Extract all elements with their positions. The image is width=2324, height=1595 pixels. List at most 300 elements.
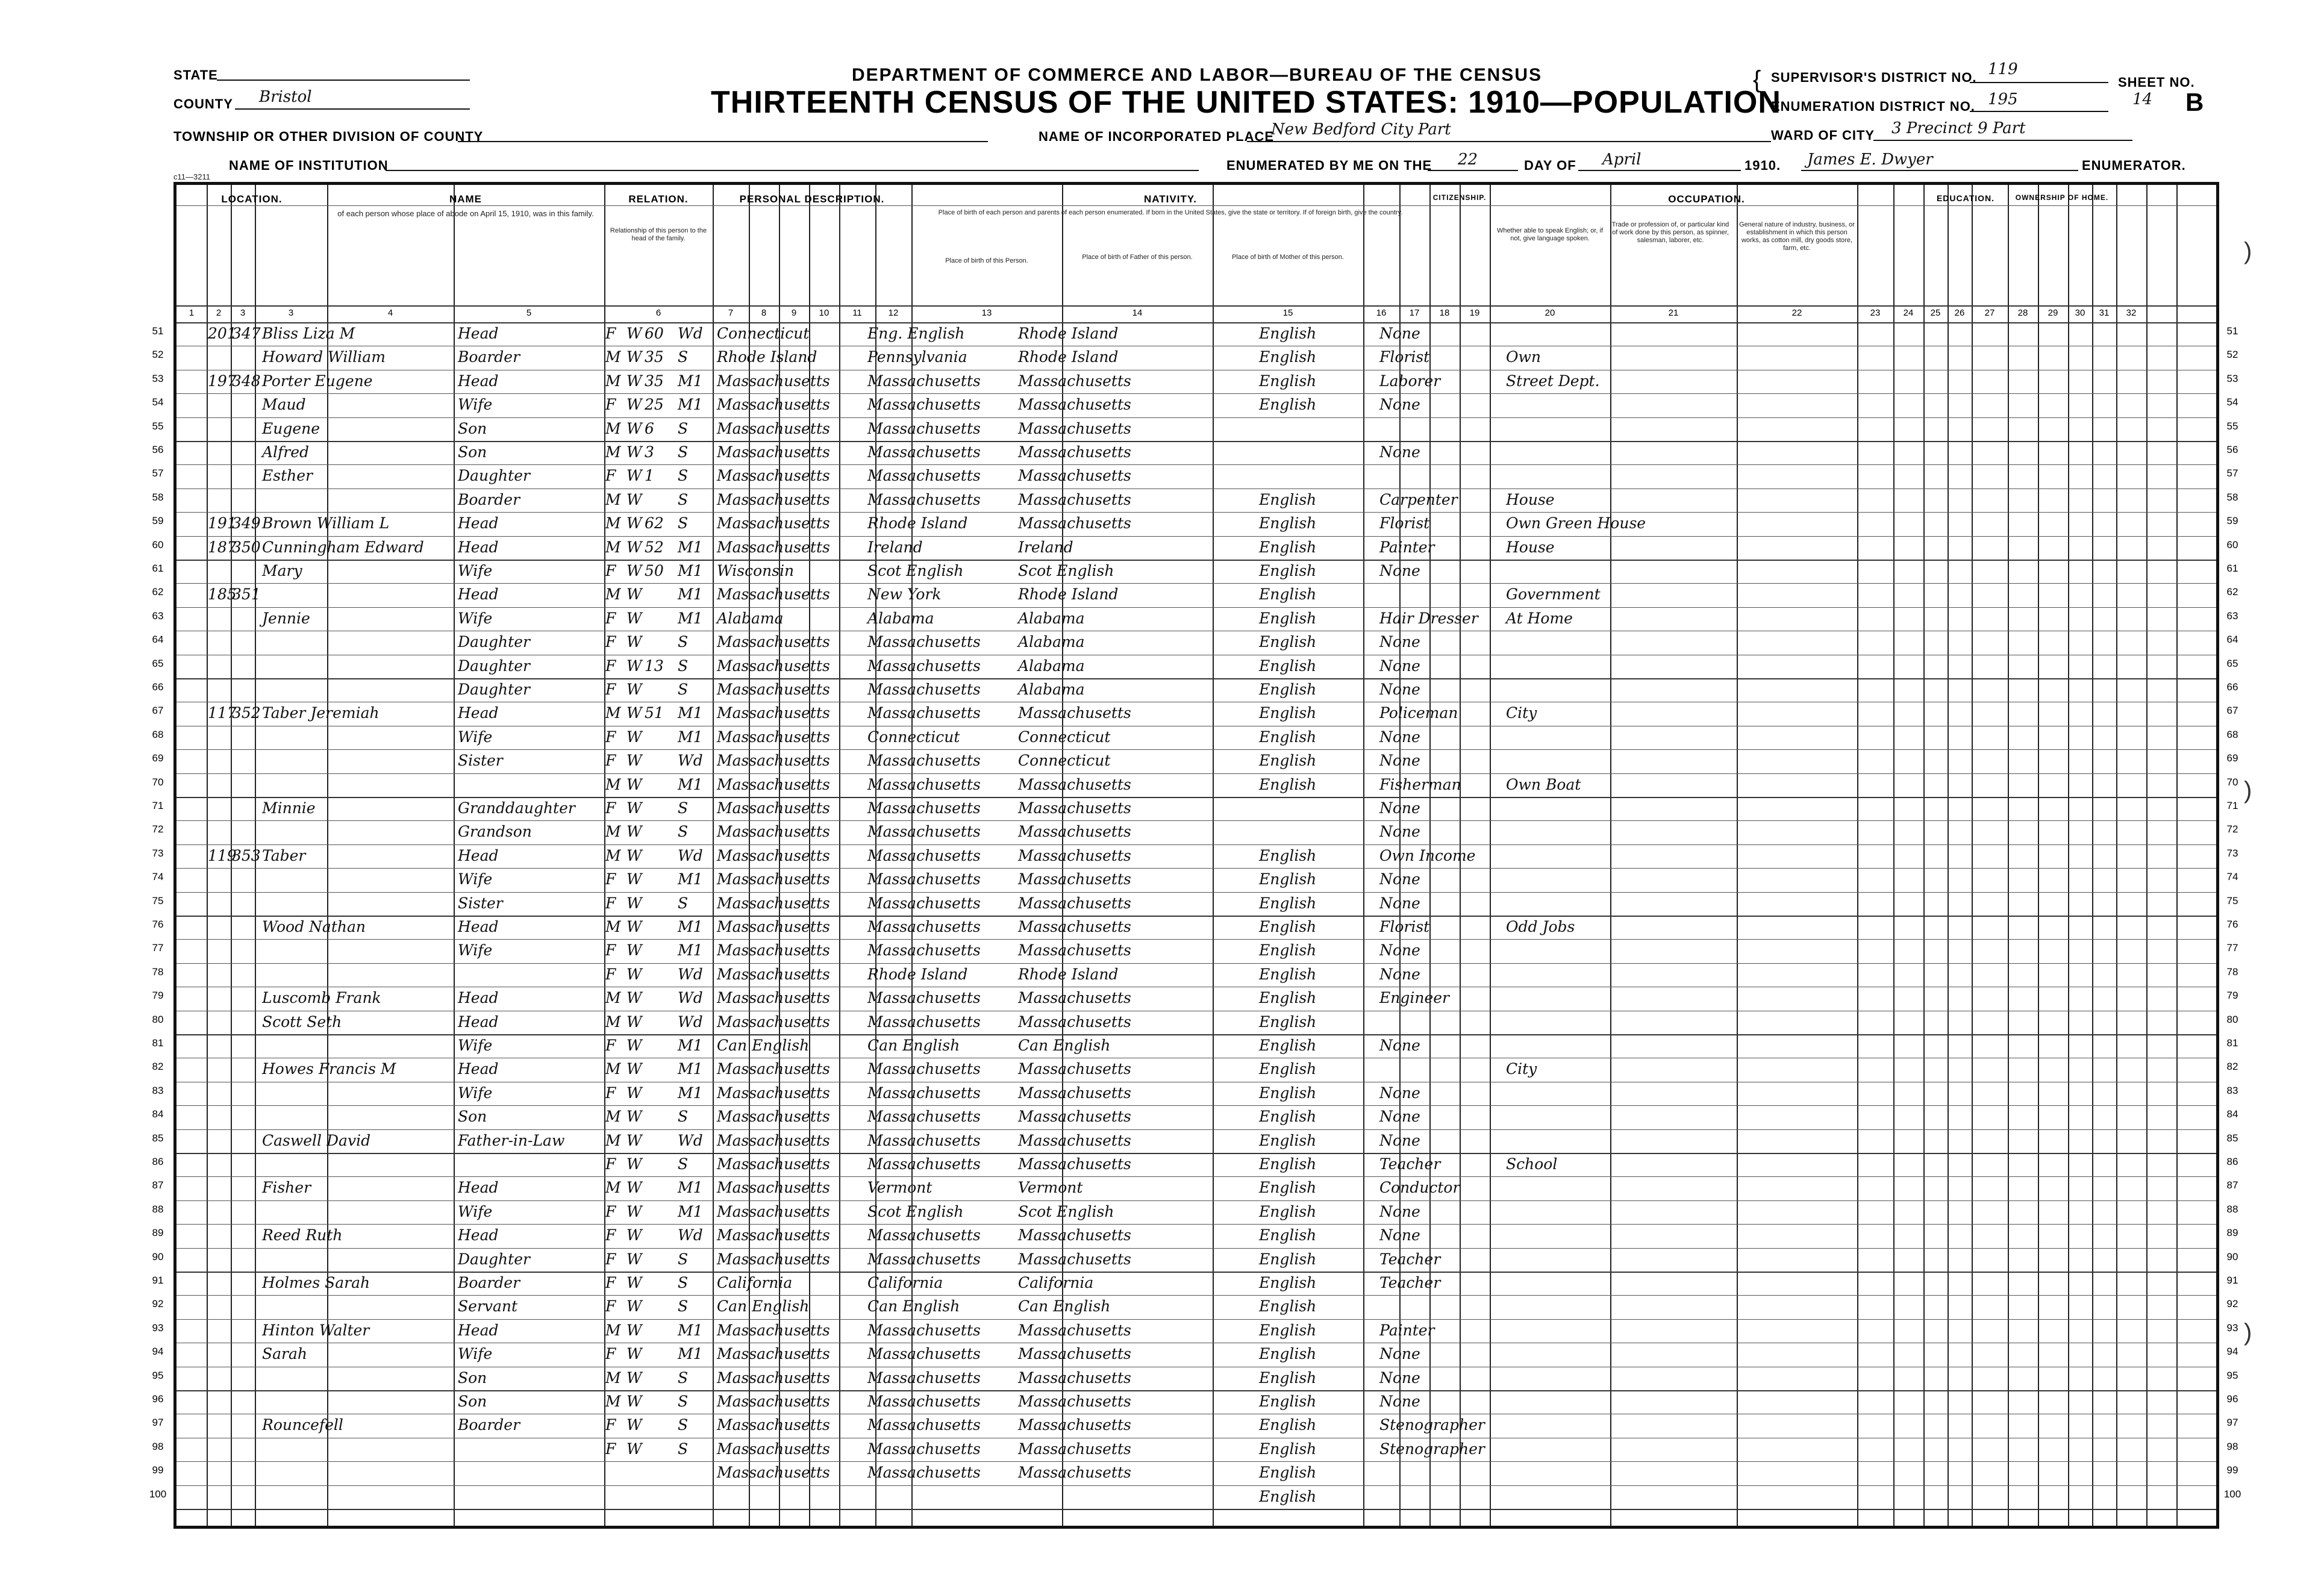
- birthplace-father: Massachusetts: [867, 681, 981, 698]
- family-number: 352: [232, 704, 261, 722]
- age: [645, 820, 675, 844]
- race: W: [626, 941, 642, 960]
- person-name: [262, 773, 455, 797]
- family-number: [232, 1153, 256, 1176]
- dwelling-number: [208, 678, 232, 702]
- enumerator-line: [1801, 170, 2078, 171]
- column-number: 28: [2017, 308, 2028, 318]
- industry: [1506, 1390, 1626, 1414]
- birthplace-person: Massachusetts: [717, 1179, 830, 1197]
- relation: Daughter: [458, 1250, 530, 1268]
- line-number: 97: [2226, 1417, 2238, 1429]
- dwelling-number: [208, 939, 232, 963]
- dwelling-number: 117: [208, 704, 237, 722]
- column-divider: [2038, 185, 2039, 1526]
- birthplace-person: Massachusetts: [717, 799, 830, 817]
- family-number: [232, 1200, 256, 1224]
- marital-status: S: [678, 348, 689, 366]
- column-number: 14: [1132, 308, 1143, 318]
- birthplace-father: Massachusetts: [867, 657, 981, 675]
- trade: None: [1379, 941, 1420, 960]
- family-number: [232, 1034, 256, 1058]
- line-number: 78: [2226, 966, 2238, 978]
- marital-status: M1: [678, 775, 703, 793]
- sex: M: [605, 1108, 621, 1126]
- birthplace-person: Massachusetts: [717, 681, 830, 698]
- birthplace-person: Massachusetts: [717, 1131, 830, 1149]
- race: W: [626, 775, 642, 793]
- industry: [1506, 1367, 1626, 1390]
- relation: Wife: [458, 870, 493, 888]
- birthplace-person: Massachusetts: [717, 918, 830, 935]
- column-divider: [1857, 185, 1858, 1526]
- age: [645, 678, 675, 702]
- dwelling-number: [208, 1319, 232, 1343]
- birthplace-mother: Massachusetts: [1018, 514, 1131, 532]
- birthplace-mother: Alabama: [1018, 609, 1085, 627]
- line-number: 77: [152, 942, 164, 954]
- birthplace-mother: Rhode Island: [1018, 325, 1119, 342]
- age: [645, 1200, 675, 1224]
- family-number: [232, 1319, 256, 1343]
- race: W: [626, 1345, 642, 1363]
- line-number: 96: [2226, 1393, 2238, 1405]
- trade: None: [1379, 562, 1420, 579]
- person-name: Holmes Sarah: [262, 1274, 370, 1291]
- person-name: [262, 1295, 455, 1319]
- language: English: [1259, 1084, 1317, 1102]
- race: W: [626, 396, 642, 414]
- dwelling-number: [208, 963, 232, 987]
- birthplace-father: Massachusetts: [867, 989, 981, 1007]
- dwelling-number: [208, 1200, 232, 1224]
- race: W: [626, 609, 642, 627]
- family-number: [232, 820, 256, 844]
- birthplace-person: Massachusetts: [717, 538, 830, 556]
- birthplace-person: Massachusetts: [717, 633, 830, 651]
- birthplace-mother: Massachusetts: [1018, 490, 1131, 508]
- sex: F: [605, 609, 616, 627]
- line-number: 73: [152, 847, 164, 859]
- birth-self-label: Place of birth of this Person.: [945, 257, 1028, 264]
- line-number: 68: [2226, 728, 2238, 740]
- row-divider: [176, 205, 2216, 206]
- relation: Head: [458, 538, 499, 556]
- person-name: Luscomb Frank: [262, 989, 381, 1007]
- sex: F: [605, 681, 616, 698]
- industry: [1506, 797, 1626, 820]
- dwelling-number: [208, 464, 232, 488]
- birthplace-person: Massachusetts: [717, 965, 830, 983]
- age: 13: [645, 657, 664, 675]
- ward-line: [1873, 140, 2132, 141]
- language: English: [1259, 609, 1317, 627]
- birthplace-mother: Massachusetts: [1018, 823, 1131, 841]
- marital-status: S: [678, 823, 689, 841]
- census-title: THIRTEENTH CENSUS OF THE UNITED STATES: 1910—POPULATION: [711, 85, 1781, 120]
- industry: [1506, 1319, 1626, 1343]
- birthplace-person: [717, 1485, 864, 1509]
- relation: Head: [458, 372, 499, 390]
- header-personal: PERSONAL DESCRIPTION.: [739, 193, 885, 205]
- relation: Sister: [458, 894, 503, 912]
- marital-status: S: [678, 419, 689, 437]
- sex: F: [605, 467, 616, 485]
- birthplace-mother: Massachusetts: [1018, 1155, 1131, 1173]
- sex: M: [605, 1013, 621, 1031]
- line-number: 100: [2223, 1488, 2241, 1500]
- column-number: 30: [2075, 308, 2085, 318]
- dwelling-number: [208, 1485, 232, 1509]
- birthplace-father: Massachusetts: [867, 1440, 981, 1458]
- trade: None: [1379, 1226, 1420, 1244]
- family-number: [232, 749, 256, 773]
- person-name: Hinton Walter: [262, 1321, 370, 1339]
- census-table: [173, 182, 2219, 1529]
- column-divider: [2068, 185, 2069, 1526]
- language: English: [1259, 562, 1317, 579]
- family-number: [232, 417, 256, 441]
- age: [645, 583, 675, 607]
- person-name: Porter Eugene: [262, 372, 373, 390]
- line-number: 66: [2226, 681, 2238, 693]
- birthplace-father: Massachusetts: [867, 894, 981, 912]
- industry: [1506, 441, 1626, 464]
- birthplace-person: Massachusetts: [717, 514, 830, 532]
- birthplace-mother: Massachusetts: [1018, 846, 1131, 864]
- dwelling-number: 201: [208, 325, 237, 342]
- marital-status: S: [678, 1440, 689, 1458]
- line-number: 70: [152, 776, 164, 788]
- line-number: 66: [152, 681, 164, 693]
- line-number: 94: [152, 1346, 164, 1358]
- line-number: 97: [152, 1417, 164, 1429]
- birthplace-mother: Massachusetts: [1018, 1369, 1131, 1387]
- trade: Stenographer: [1379, 1416, 1485, 1434]
- race: W: [626, 443, 642, 461]
- person-name: [262, 1248, 455, 1272]
- person-name: [262, 655, 455, 678]
- marital-status: M1: [678, 1202, 703, 1220]
- birthplace-mother: Can English: [1018, 1297, 1111, 1316]
- birthplace-person: Massachusetts: [717, 443, 830, 461]
- language: English: [1259, 1321, 1317, 1339]
- dwelling-number: [208, 1272, 232, 1295]
- sex: F: [605, 870, 616, 888]
- age: [645, 1082, 675, 1105]
- column-number: 15: [1282, 308, 1293, 318]
- age: [645, 1224, 675, 1247]
- dwelling-number: [208, 797, 232, 820]
- line-number: 90: [2226, 1250, 2238, 1263]
- incorporated-line: [1247, 141, 1771, 142]
- column-divider: [1893, 185, 1894, 1526]
- race: W: [626, 728, 642, 746]
- birthplace-mother: Massachusetts: [1018, 1393, 1131, 1410]
- industry: Government: [1506, 585, 1601, 604]
- marital-status: S: [678, 894, 689, 912]
- marital-status: Wd: [678, 325, 703, 342]
- industry: City: [1506, 1060, 1537, 1078]
- line-number: 65: [152, 657, 164, 669]
- birthplace-father: Massachusetts: [867, 419, 981, 437]
- line-number: 91: [2226, 1275, 2238, 1286]
- family-number: 348: [232, 372, 261, 390]
- birthplace-mother: Massachusetts: [1018, 894, 1131, 912]
- marital-status: S: [678, 1369, 689, 1387]
- line-number: 85: [152, 1132, 164, 1144]
- trade: None: [1379, 1393, 1420, 1410]
- birthplace-person: Wisconsin: [717, 562, 795, 579]
- column-divider: [2176, 185, 2178, 1526]
- industry: [1506, 464, 1626, 488]
- birthplace-mother: Massachusetts: [1018, 1108, 1131, 1126]
- birthplace-father: Massachusetts: [867, 1108, 981, 1126]
- marital-status: S: [678, 1297, 689, 1316]
- relation: [458, 1485, 602, 1509]
- sex: M: [605, 419, 621, 437]
- row-divider: [176, 1509, 2216, 1510]
- trade: Policeman: [1379, 704, 1458, 722]
- sex: F: [605, 941, 616, 960]
- trade: None: [1379, 325, 1420, 342]
- language: [1259, 464, 1373, 488]
- line-number: 87: [2226, 1179, 2238, 1191]
- sex: F: [605, 752, 616, 770]
- line-number: 74: [2226, 871, 2238, 883]
- family-number: [232, 346, 256, 369]
- relation: Son: [458, 1108, 487, 1126]
- relation: Wife: [458, 728, 493, 746]
- person-name: [262, 1485, 455, 1509]
- relation: Wife: [458, 1084, 493, 1102]
- birthplace-father: Scot English: [867, 562, 964, 579]
- column-number: 13: [981, 308, 992, 318]
- industry: [1506, 1438, 1626, 1461]
- relation: Head: [458, 585, 499, 604]
- line-number: 52: [152, 349, 164, 361]
- marital-status: M1: [678, 1345, 703, 1363]
- birthplace-person: Massachusetts: [717, 657, 830, 675]
- trade: Stenographer: [1379, 1440, 1485, 1458]
- county-line: [235, 108, 470, 110]
- industry: [1506, 987, 1626, 1010]
- family-number: [232, 1438, 256, 1461]
- family-number: [232, 963, 256, 987]
- birthplace-person: Massachusetts: [717, 1108, 830, 1126]
- line-number: 61: [152, 563, 164, 574]
- dwelling-number: [208, 631, 232, 654]
- birthplace-father: Can English: [867, 1037, 960, 1054]
- sex: M: [605, 443, 621, 461]
- column-number: 3: [240, 308, 246, 318]
- age: [645, 1485, 675, 1509]
- trade: Painter: [1379, 1321, 1435, 1339]
- column-number: 12: [888, 308, 899, 318]
- age: [645, 1129, 675, 1153]
- language: English: [1259, 941, 1317, 960]
- township-label: TOWNSHIP OR OTHER DIVISION OF COUNTY: [173, 129, 484, 144]
- industry: [1506, 1295, 1626, 1319]
- language: English: [1259, 918, 1317, 935]
- column-divider: [1737, 185, 1738, 1526]
- sex: M: [605, 846, 621, 864]
- sex: F: [605, 1440, 616, 1458]
- sex: F: [605, 1226, 616, 1244]
- trade: Florist: [1379, 514, 1430, 532]
- family-number: 349: [232, 514, 261, 532]
- language: English: [1259, 1274, 1317, 1291]
- line-number: 76: [2226, 919, 2238, 930]
- header-ownership: OWNERSHIP OF HOME.: [2015, 193, 2109, 202]
- birthplace-father: Massachusetts: [867, 1226, 981, 1244]
- race: W: [626, 657, 642, 675]
- race: W: [626, 348, 642, 366]
- birthplace-mother: Alabama: [1018, 633, 1085, 651]
- marital-status: M1: [678, 728, 703, 746]
- age: [645, 1011, 675, 1034]
- person-name: Jennie: [262, 609, 310, 627]
- family-number: [232, 1011, 256, 1034]
- line-number: 52: [2226, 349, 2238, 361]
- relation: Daughter: [458, 657, 530, 675]
- sheet-value: 14: [2132, 90, 2153, 108]
- person-name: Reed Ruth: [262, 1226, 343, 1244]
- line-number: 86: [152, 1156, 164, 1167]
- birthplace-person: Massachusetts: [717, 372, 830, 390]
- age: [645, 1461, 675, 1485]
- relation-description: Relationship of this person to the head of the family.: [610, 227, 707, 242]
- dwelling-number: 119: [208, 846, 237, 864]
- race: W: [626, 704, 642, 722]
- birthplace-person: Massachusetts: [717, 894, 830, 912]
- language: [1259, 797, 1373, 820]
- birthplace-person: Massachusetts: [717, 1250, 830, 1268]
- sex: [605, 1461, 629, 1485]
- industry: [1506, 1485, 1626, 1509]
- sex: M: [605, 348, 621, 366]
- column-number: 5: [526, 308, 532, 318]
- race: W: [626, 467, 642, 485]
- marital-status: M1: [678, 918, 703, 935]
- age: [645, 1295, 675, 1319]
- age: 3: [645, 443, 654, 461]
- birthplace-father: Massachusetts: [867, 1013, 981, 1031]
- language: English: [1259, 704, 1317, 722]
- dwelling-number: [208, 1011, 232, 1034]
- relation: Head: [458, 704, 499, 722]
- birthplace-mother: Massachusetts: [1018, 989, 1131, 1007]
- person-name: [262, 1200, 455, 1224]
- sex: F: [605, 1416, 616, 1434]
- relation: Wife: [458, 1202, 493, 1220]
- trade: None: [1379, 1108, 1420, 1126]
- line-number: 81: [152, 1037, 164, 1049]
- industry: House: [1506, 538, 1555, 556]
- race: W: [626, 1060, 642, 1078]
- trade: Own Income: [1379, 846, 1476, 864]
- person-name: [262, 726, 455, 749]
- line-number: 100: [149, 1488, 167, 1500]
- sheet-letter: B: [2185, 88, 2204, 116]
- line-number: 58: [2226, 491, 2238, 503]
- line-number: 62: [2226, 586, 2238, 598]
- trade: None: [1379, 870, 1420, 888]
- dwelling-number: [208, 1414, 232, 1437]
- relation: Wife: [458, 941, 493, 960]
- family-number: [232, 393, 256, 417]
- family-number: [232, 631, 256, 654]
- language: English: [1259, 1060, 1317, 1078]
- race: W: [626, 846, 642, 864]
- industry: [1506, 892, 1626, 916]
- birthplace-person: Alabama: [717, 609, 784, 627]
- race: W: [626, 681, 642, 698]
- column-number: 11: [852, 308, 862, 318]
- dwelling-number: 191: [208, 514, 237, 532]
- person-name: Taber: [262, 846, 306, 864]
- race: W: [626, 538, 642, 556]
- line-number: 81: [2226, 1037, 2238, 1049]
- dwelling-number: [208, 1082, 232, 1105]
- age: [645, 749, 675, 773]
- birthplace-father: Pennsylvania: [867, 348, 967, 366]
- age: [645, 1105, 675, 1129]
- industry: [1506, 1176, 1626, 1200]
- birthplace-mother: Massachusetts: [1018, 443, 1131, 461]
- line-number: 60: [152, 538, 164, 551]
- age: 52: [645, 538, 664, 556]
- marital-status: Wd: [678, 752, 703, 770]
- language: English: [1259, 1155, 1317, 1173]
- industry: School: [1506, 1155, 1558, 1173]
- line-number: 53: [152, 372, 164, 384]
- dwelling-number: [208, 820, 232, 844]
- column-number: 24: [1903, 308, 1914, 318]
- industry: [1506, 1272, 1626, 1295]
- birthplace-mother: Massachusetts: [1018, 1464, 1131, 1482]
- line-number: 71: [2226, 800, 2238, 811]
- line-number: 67: [152, 705, 164, 717]
- line-number: 95: [2226, 1369, 2238, 1381]
- birthplace-father: Massachusetts: [867, 1369, 981, 1387]
- birthplace-father: Massachusetts: [867, 633, 981, 651]
- line-number: 77: [2226, 942, 2238, 954]
- birthplace-father: Massachusetts: [867, 372, 981, 390]
- sex: F: [605, 1202, 616, 1220]
- sex: F: [605, 1155, 616, 1173]
- dwelling-number: [208, 1058, 232, 1081]
- relation: Wife: [458, 396, 493, 414]
- family-number: 347: [232, 325, 261, 342]
- birthplace-mother: Massachusetts: [1018, 1321, 1131, 1339]
- marital-status: S: [678, 490, 689, 508]
- marital-status: S: [678, 443, 689, 461]
- sex: M: [605, 704, 621, 722]
- race: W: [626, 372, 642, 390]
- birthplace-person: Massachusetts: [717, 1321, 830, 1339]
- race: W: [626, 799, 642, 817]
- industry: [1506, 322, 1626, 346]
- line-number: 60: [2226, 538, 2238, 551]
- sex: F: [605, 1037, 616, 1054]
- birthplace-father: Can English: [867, 1297, 960, 1316]
- race: W: [626, 752, 642, 770]
- line-number: 72: [2226, 823, 2238, 835]
- race: W: [626, 894, 642, 912]
- trade: Florist: [1379, 918, 1430, 935]
- person-name: [262, 939, 455, 963]
